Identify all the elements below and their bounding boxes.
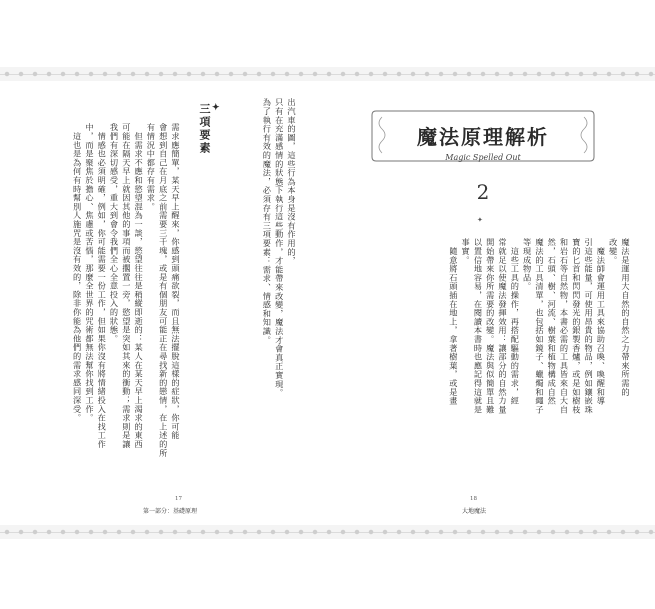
text-column: 會想到自己在月底之前需要三千塊，或是有個朋友可能正在尋找新的戀情，在上述的所	[158, 123, 169, 458]
text-column: 可能在隔天早上就因其他的事項而被擱置一旁，慾望是突如其來的衝動；需求則是讓	[121, 123, 132, 449]
bottom-ornamental-border	[0, 525, 655, 539]
text-column: 這些工具的操作，再搭配驅動的需求，經	[510, 238, 521, 406]
left-running-head: 第一部分：基礎原理	[143, 508, 198, 515]
text-column: 隨意將石頭插在地上，拿著樹葉，或是畫	[448, 238, 459, 406]
text-column: 但需求不應和慾望混為一談，慾望往往是稍縱即逝的：某人在某天早上渴求的東西	[134, 123, 145, 449]
text-column: 情感也必須明確，例如，你可能需要一份工作，但如果你沒有將情緒投入在找工作	[97, 123, 108, 449]
text-column: 改變。	[608, 238, 619, 265]
text-column: 我們有深切感受，重大到會令我們全心全意投入的狀態。	[109, 123, 120, 343]
top-ornamental-border	[0, 67, 655, 81]
text-column: 和岩石等自然物，本書必需的工具皆來自大自	[559, 238, 570, 414]
text-column: 中，而是聚焦於擔心、焦慮或苦惱，那麼全世界的咒術都無法幫你找到工作。	[84, 123, 95, 423]
text-column: 然，石頭、樹、河流、樹葉和植物構成自然	[547, 238, 558, 406]
text-column: 事實。	[461, 238, 472, 265]
text-column: 寶的匕首和閃閃發光的銀製香爐，或是如樹枝	[571, 238, 582, 414]
chapter-star-icon: ✦	[477, 216, 483, 224]
left-page-intro	[226, 98, 298, 498]
text-column: 常就足以使魔法發揮效用：讓部分的自然力量	[498, 238, 509, 414]
text-column: 魔法師會運用工具來協助召喚、喚醒和導	[596, 238, 607, 406]
text-column: 需求應簡單，某天早上醒來，你感到頭痛欲裂，而且無法擺脫這樣的症狀，你可能	[171, 123, 181, 440]
text-column: 引這些能量，可使用昂貴的物品，例如鑲嵌珠	[584, 238, 595, 414]
chapter-title-frame	[368, 105, 598, 167]
text-column: 以置信地容易，在閱讀本書時也應記得這就是	[473, 238, 484, 414]
right-running-head: 大地魔法	[462, 508, 487, 515]
chapter-number: 2	[476, 180, 490, 204]
text-column: 開始帶來你所需要的改變。魔法與似簡單且難	[485, 238, 496, 414]
chapter-title: 魔法原理解析	[417, 125, 549, 149]
section-heading-text: 三項要素	[198, 103, 211, 155]
text-column: 魔法是運用大自然的自然之力帶來所需的	[621, 238, 631, 397]
right-page-body	[447, 238, 632, 488]
chapter-subtitle: Magic Spelled Out	[445, 153, 521, 162]
left-page-body	[34, 123, 182, 503]
text-column: 出汽車的圖，這些行為本身是沒有作用的，	[287, 98, 297, 266]
section-bullet-icon: ✦	[212, 103, 222, 113]
section-heading	[196, 103, 222, 155]
text-column: 等現成物品。	[522, 238, 533, 291]
left-page-number: 17	[175, 496, 182, 502]
text-column: 有情況中都存有需求。	[146, 123, 157, 211]
text-column: 這也是為何有時幫別人施咒是沒有效的，除非你能為他們的需求感同深受。	[72, 123, 83, 423]
text-column: 只有在充滿感情的狀態下執行這些動作，才能帶來改變，魔法才會真正實現。	[274, 98, 285, 398]
text-column: 魔法的工具清單，也包括如鏡子、蠟燭和繩子	[534, 238, 545, 414]
text-column: 為了執行有效的魔法，必須存有三項要素：需求、情感和知識。	[262, 98, 273, 345]
right-page-number: 18	[470, 496, 477, 502]
